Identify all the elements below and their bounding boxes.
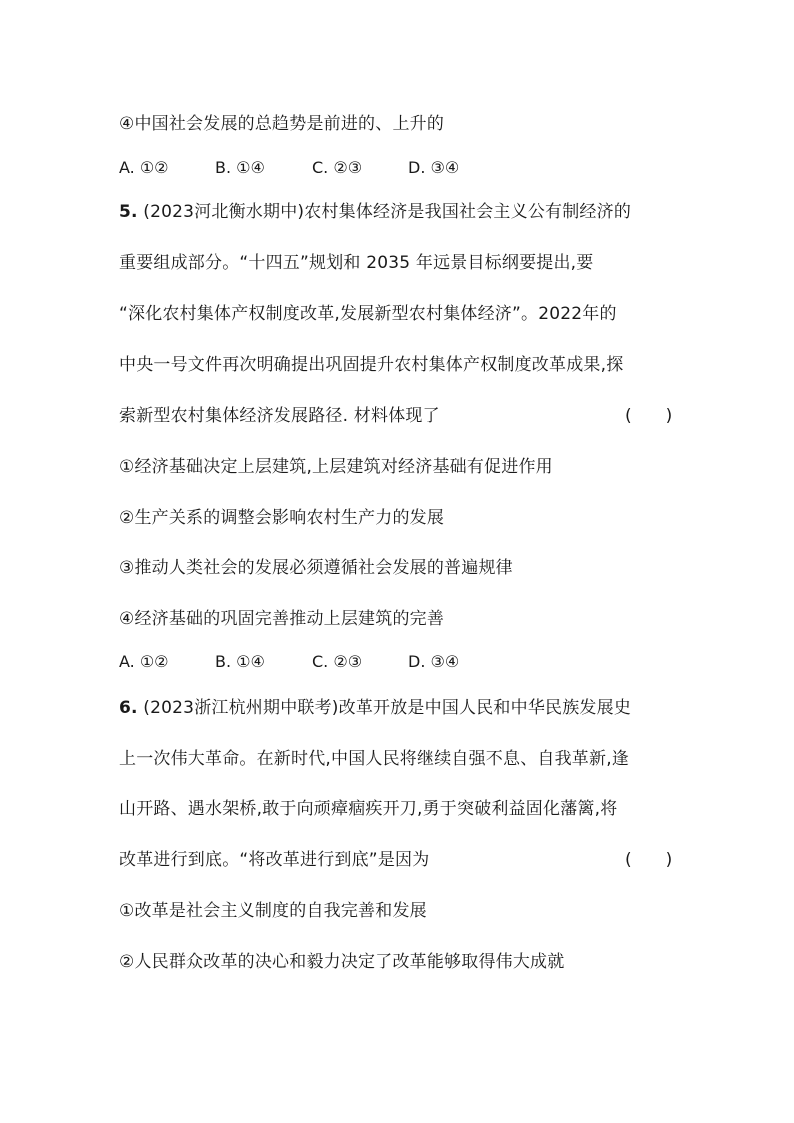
q5-stem-line-4: 中央一号文件再次明确提出巩固提升农村集体产权制度改革成果,探: [119, 355, 624, 375]
q5-choice-c: C. ②③: [312, 652, 363, 671]
q6-number: 6.: [119, 698, 138, 718]
q5-option-2: ②生产关系的调整会影响农村生产力的发展: [119, 508, 445, 528]
q5-stem-line-2: 重要组成部分。“十四五”规划和 2035 年远景目标纲要提出,要: [119, 253, 594, 273]
q4-choice-a: A. ①②: [119, 158, 169, 177]
q5-stem-line-5: 索新型农村集体经济发展路径. 材料体现了: [119, 406, 440, 426]
q6-option-1: ①改革是社会主义制度的自我完善和发展: [119, 901, 427, 921]
q5-option-1: ①经济基础决定上层建筑,上层建筑对经济基础有促进作用: [119, 457, 553, 477]
q5-stem-text-1: (2023河北衡水期中)农村集体经济是我国社会主义公有制经济的: [143, 202, 632, 222]
q5-answer-bracket: ( ): [625, 406, 673, 426]
q4-choice-d: D. ③④: [408, 158, 460, 177]
q6-answer-bracket: ( ): [625, 850, 673, 870]
q5-option-4: ④经济基础的巩固完善推动上层建筑的完善: [119, 609, 445, 629]
q4-choice-c: C. ②③: [312, 158, 363, 177]
q4-choice-b: B. ①④: [215, 158, 265, 177]
q5-stem-line-3: “深化农村集体产权制度改革,发展新型农村集体经济”。2022年的: [119, 304, 617, 324]
q5-choice-a: A. ①②: [119, 652, 169, 671]
q4-option-4: ④中国社会发展的总趋势是前进的、上升的: [119, 114, 445, 134]
q6-stem-line-1: [119, 696, 679, 720]
q6-stem-text-1: (2023浙江杭州期中联考)改革开放是中国人民和中华民族发展史: [143, 698, 632, 718]
q6-stem-line-4: 改革进行到底。“将改革进行到底”是因为: [119, 850, 430, 870]
q5-stem-line-1: [119, 200, 679, 224]
q6-option-2: ②人民群众改革的决心和毅力决定了改革能够取得伟大成就: [119, 952, 565, 972]
q6-stem-line-3: 山开路、遇水架桥,敢于向顽瘴痼疾开刀,勇于突破利益固化藩篱,将: [119, 799, 618, 819]
q5-choice-b: B. ①④: [215, 652, 265, 671]
q5-option-3: ③推动人类社会的发展必须遵循社会发展的普遍规律: [119, 558, 513, 578]
q6-stem-line-2: 上一次伟大革命。在新时代,中国人民将继续自强不息、自我革新,逢: [119, 749, 630, 769]
q5-choice-d: D. ③④: [408, 652, 460, 671]
q5-number: 5.: [119, 202, 138, 222]
